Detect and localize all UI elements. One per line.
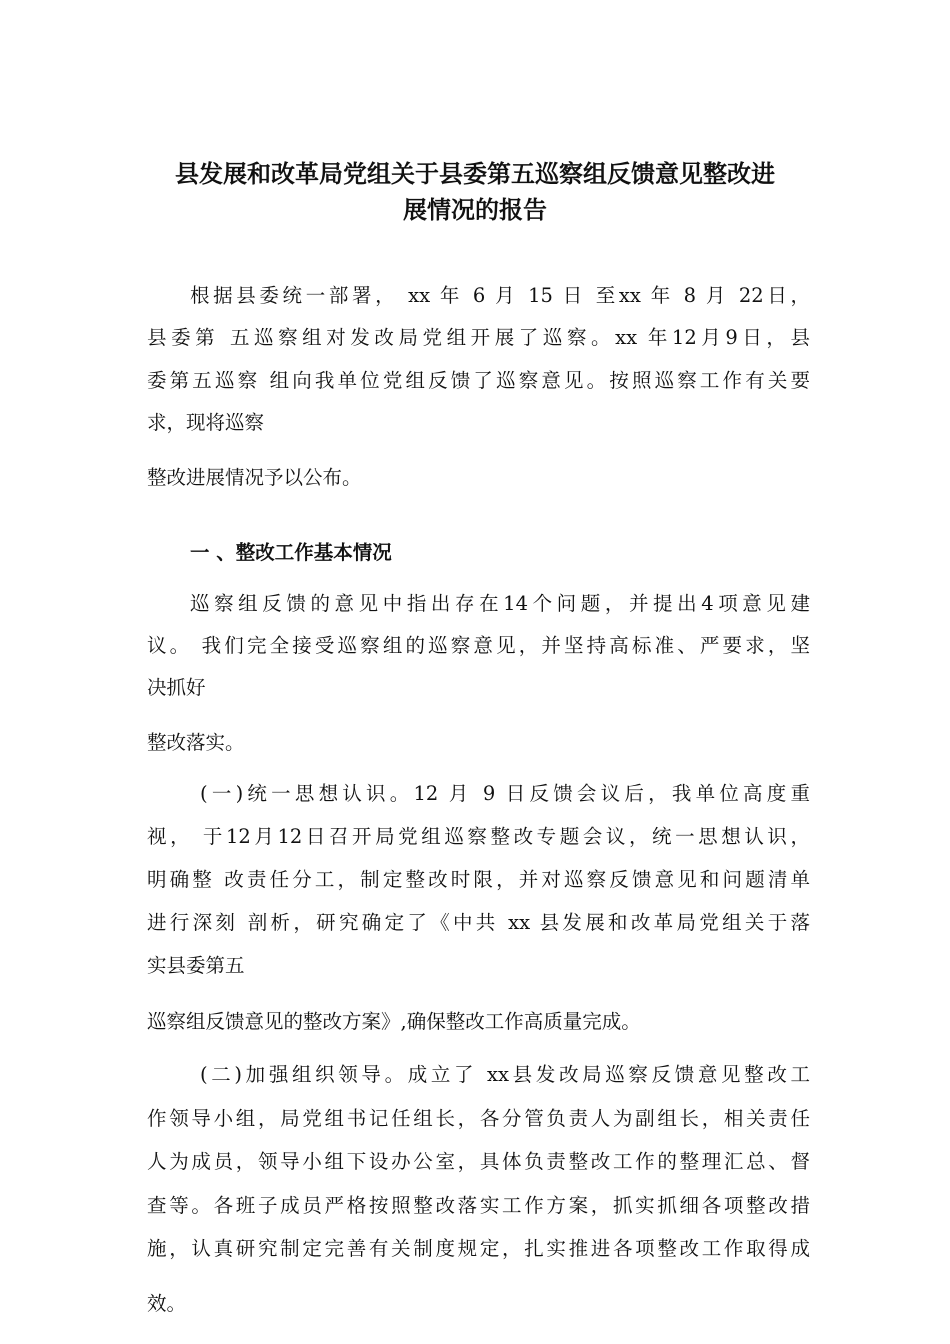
body-line: 进行深刻 剖析，研究确定了《中共 xx 县发展和改革局党组关于落: [147, 911, 810, 934]
body-line: 人为成员，领导小组下设办公室，具体负责整改工作的整理汇总、督: [147, 1150, 810, 1173]
body-line: 求，现将巡察: [147, 411, 265, 434]
document-title-line-2: 展情况的报告: [403, 196, 547, 224]
body-line: 查等。各班子成员严格按照整改落实工作方案，抓实抓细各项整改措: [147, 1194, 810, 1217]
document-title-line-1: 县发展和改革局党组关于县委第五巡察组反馈意见整改进: [175, 160, 775, 188]
body-line: 县委第 五巡察组对发改局党组开展了巡察。xx 年12月9日，县: [147, 326, 810, 349]
body-line: 整改进展情况予以公布。: [147, 466, 362, 489]
body-line: 巡察组反馈的意见中指出存在14个问题，并提出4项意见建: [190, 592, 810, 615]
body-line: 委第五巡察 组向我单位党组反馈了巡察意见。按照巡察工作有关要: [147, 369, 810, 392]
body-line: 议。 我们完全接受巡察组的巡察意见，并坚持高标准、严要求，坚: [147, 634, 810, 657]
body-line: 作领导小组，局党组书记任组长，各分管负责人为副组长，相关责任: [147, 1107, 810, 1130]
body-line: 施，认真研究制定完善有关制度规定，扎实推进各项整改工作取得成: [147, 1237, 810, 1260]
body-line: 整改落实。: [147, 731, 245, 754]
body-line: (一)统一思想认识。12 月 9 日反馈会议后，我单位高度重: [200, 782, 810, 805]
body-line: 效。: [147, 1292, 187, 1315]
body-line: (二)加强组织领导。成立了 xx县发改局巡察反馈意见整改工: [200, 1063, 810, 1086]
body-line: 根据县委统一部署， xx 年 6 月 15 日 至xx 年 8 月 22日，: [190, 284, 810, 307]
section-heading: 一 、整改工作基本情况: [190, 541, 392, 564]
body-line: 视， 于12月12日召开局党组巡察整改专题会议，统一思想认识，: [147, 825, 810, 848]
body-line: 明确整 改责任分工，制定整改时限，并对巡察反馈意见和问题清单: [147, 868, 810, 891]
body-line: 巡察组反馈意见的整改方案》,确保整改工作高质量完成。: [147, 1010, 641, 1033]
body-line: 实县委第五: [147, 954, 245, 977]
body-line: 决抓好: [147, 676, 206, 699]
